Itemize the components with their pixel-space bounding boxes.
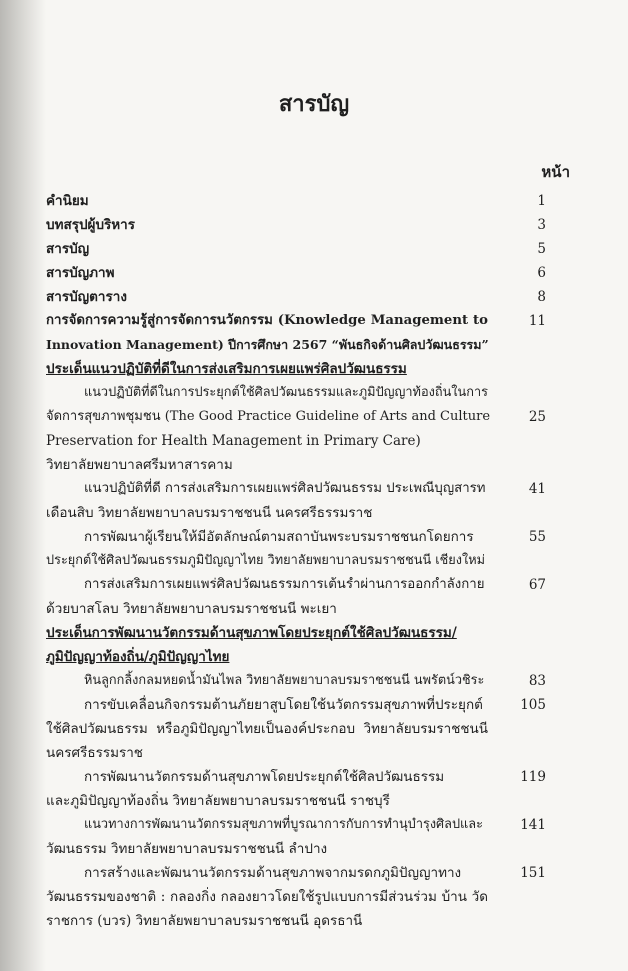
toc-entry-continued: [0, 838, 628, 860]
toc-section-heading: [0, 358, 628, 380]
toc-entry-page: 105: [520, 697, 546, 713]
toc-entry: [0, 574, 628, 596]
toc-entry-page: 67: [528, 577, 546, 593]
toc-entry: [0, 526, 628, 548]
toc-entry: [0, 286, 628, 308]
toc-entry-continued: [0, 742, 628, 764]
toc-entry-text: การส่งเสริมการเผยแพร่ศิลปวัฒนธรรมการเต้นรำผ่านการออกกำลังกาย: [84, 577, 485, 592]
toc-entry-continued: [0, 910, 628, 932]
toc-entry-page: 3: [537, 217, 546, 233]
toc-entry-page: 25: [528, 409, 546, 425]
toc-entry: [0, 310, 628, 332]
toc-entry: [0, 214, 628, 236]
toc-entry-page: 55: [528, 529, 546, 545]
toc-entry-text: เดือนสิบ วิทยาลัยพยาบาลบรมราชชนนี นครศรีธรรมราช: [46, 505, 373, 521]
toc-section-heading: [0, 646, 628, 668]
toc-entry: [0, 862, 628, 884]
toc-entry-text: ราชการ (บวร) วิทยาลัยพยาบาลบรมราชชนนี อุดรธานี: [46, 913, 363, 929]
toc-entry-page: 5: [537, 241, 546, 257]
toc-entry-text: สารบัญตาราง: [46, 289, 127, 305]
toc-entry-text: ใช้ศิลปวัฒนธรรม หรือภูมิปัญญาไทยเป็นองค์ประกอบ วิทยาลัยบรมราชชนนี: [46, 721, 488, 737]
toc-entry-page: 11: [528, 313, 546, 329]
toc-section-heading-text: ประเด็นการพัฒนานวัตกรรมด้านสุขภาพโดยประยุกต์ใช้ศิลปวัฒนธรรม/: [46, 625, 457, 641]
toc-entry: [0, 814, 628, 836]
toc-entry: [0, 670, 628, 692]
toc-entry-page: 83: [528, 673, 546, 689]
toc-entry-page: 8: [537, 289, 546, 305]
toc-entry-text: Preservation for Health Management in Primary Care): [46, 433, 421, 449]
toc-entry-continued: [0, 334, 628, 356]
toc-entry-continued: [0, 502, 628, 524]
toc-entry-text: คำนิยม: [46, 193, 89, 209]
toc-entry: [0, 190, 628, 212]
toc-entry-page: 141: [520, 817, 546, 833]
toc-entry-page: 1: [537, 193, 546, 209]
toc-entry-continued: [0, 550, 628, 572]
toc-entry-text: บทสรุปผู้บริหาร: [46, 217, 135, 233]
toc-section-heading-text: ประเด็นแนวปฏิบัติที่ดีในการส่งเสริมการเผยแพร่ศิลปวัฒนธรรม: [46, 361, 407, 377]
toc-entry-page: 6: [537, 265, 546, 281]
toc-entry: [0, 262, 628, 284]
toc-entry-text: การพัฒนานวัตกรรมด้านสุขภาพโดยประยุกต์ใช้ศิลปวัฒนธรรม: [84, 769, 445, 785]
toc-entry: [0, 766, 628, 788]
toc-entry-page: 151: [520, 865, 546, 881]
toc-entry-text: การพัฒนาผู้เรียนให้มีอัตลักษณ์ตามสถาบันพระบรมราชชนกโดยการ: [84, 529, 474, 545]
toc-entry-text: และภูมิปัญญาท้องถิ่น วิทยาลัยพยาบาลบรมราชชนนี ราชบุรี: [46, 793, 390, 809]
toc-section-heading-text: ภูมิปัญญาท้องถิ่น/ภูมิปัญญาไทย: [46, 649, 230, 665]
toc-entry-text: ด้วยบาสโลบ วิทยาลัยพยาบาลบรมราชชนนี พะเยา: [46, 601, 337, 617]
page-title: สารบัญ: [278, 92, 350, 117]
toc-entry-text: วิทยาลัยพยาบาลศรีมหาสารคาม: [46, 457, 233, 473]
toc-entry-continued: [0, 790, 628, 812]
toc-entry-text: สารบัญภาพ: [46, 265, 115, 281]
toc-entry-text: การจัดการความรู้สู่การจัดการนวัตกรรม (Knowledge Management to: [46, 313, 488, 328]
toc-entry-page: 119: [520, 769, 546, 785]
toc-entry-text: ประยุกต์ใช้ศิลปวัฒนธรรมภูมิปัญญาไทย วิทยาลัยพยาบาลบรมราชชนนี เชียงใหม่: [46, 553, 486, 568]
toc-entry-text: Innovation Management) ปีการศึกษา 2567 “พันธกิจด้านศิลปวัฒนธรรม”: [46, 337, 489, 352]
toc-entry-text: วัฒนธรรม วิทยาลัยพยาบาลบรมราชชนนี ลำปาง: [46, 841, 328, 857]
toc-entry-text: นครศรีธรรมราช: [46, 745, 143, 761]
toc-entry: [0, 478, 628, 500]
toc-entry-text: แนวปฏิบัติที่ดีในการประยุกต์ใช้ศิลปวัฒนธรรมและภูมิปัญญาท้องถิ่นในการ: [84, 385, 488, 400]
toc-entry-continued: [0, 718, 628, 740]
toc-entry-page: 41: [528, 481, 546, 497]
toc-entry: [0, 694, 628, 716]
toc-entry-text: จัดการสุขภาพชุมชน (The Good Practice Guideline of Arts and Culture: [46, 409, 491, 424]
toc-entry-continued: [0, 886, 628, 908]
toc-entry-text: หินลูกกลิ้งกลมหยดน้ำมันไพล วิทยาลัยพยาบาลบรมราชชนนี นพรัตน์วชิระ: [84, 673, 485, 688]
toc-entry-continued: [0, 430, 628, 452]
toc-entry-continued: [0, 598, 628, 620]
toc-entry: [0, 382, 628, 404]
toc-entry-text: การขับเคลื่อนกิจกรรมต้านภัยยาสูบโดยใช้นวัตกรรมสุขภาพที่ประยุกต์: [84, 697, 483, 713]
toc-entry-text: แนวทางการพัฒนานวัตกรรมสุขภาพที่บูรณาการกับการทำนุบำรุงศิลปและ: [84, 817, 483, 832]
toc-entry: [0, 238, 628, 260]
toc-entry-text: สารบัญ: [46, 241, 90, 257]
toc-entry-text: การสร้างและพัฒนานวัตกรรมด้านสุขภาพจากมรดกภูมิปัญญาทาง: [84, 865, 462, 881]
page-column-header: หน้า: [541, 163, 570, 181]
toc-entry-continued: [0, 454, 628, 476]
toc-section-heading: [0, 622, 628, 644]
toc-entry-text: แนวปฏิบัติที่ดี การส่งเสริมการเผยแพร่ศิลปวัฒนธรรม ประเพณีบุญสารท: [84, 481, 486, 496]
toc-entry-text: วัฒนธรรมของชาติ : กลองกิ่ง กลองยาวโดยใช้รูปแบบการมีส่วนร่วม บ้าน วัด: [46, 889, 488, 905]
toc-entry-continued: [0, 406, 628, 428]
